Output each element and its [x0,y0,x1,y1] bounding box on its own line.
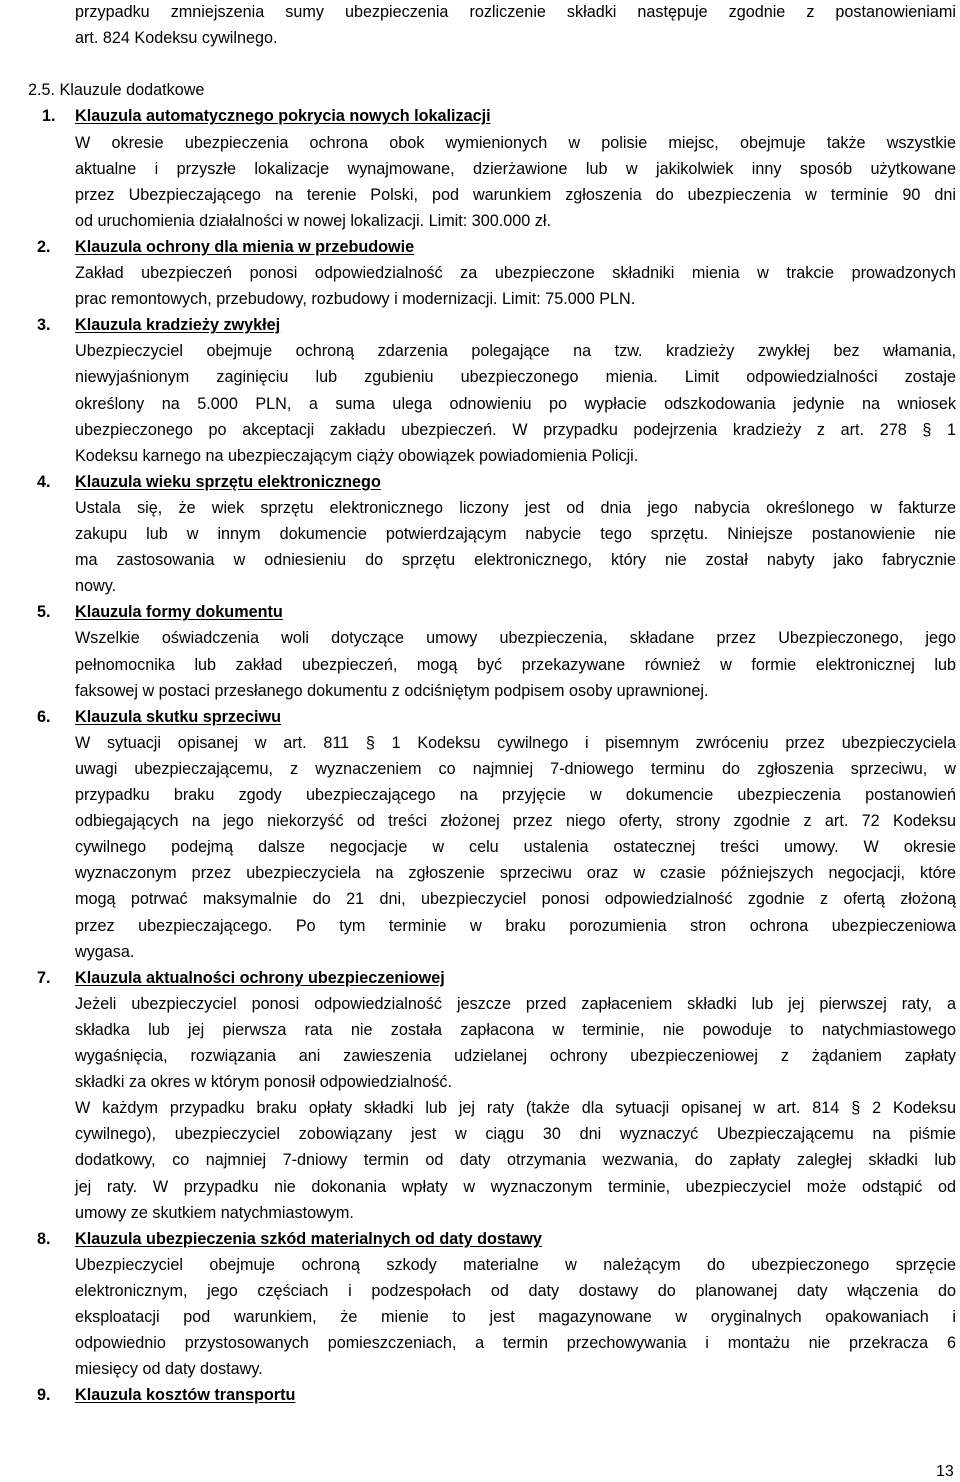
clause-number: 6. [37,707,51,726]
page-number: 13 [936,1463,954,1480]
clause-text-line: składki za okres w którym ponosił odpowiedzialność. [75,1073,452,1092]
clause-title: Klauzula skutku sprzeciwu [75,707,281,726]
clause-text-line: ma zastosowania w odniesieniu do sprzętu elektronicznego, który nie został nabyty jako fabrycznie [75,551,956,570]
clause-text-line: Ubezpieczyciel obejmuje ochroną szkody materialne w należącym do ubezpieczonego sprzęcie [75,1255,956,1274]
clause-title: Klauzula kradzieży zwykłej [75,316,281,335]
clause-text-line: Ubezpieczyciel obejmuje ochroną zdarzenia polegające na tzw. kradzieży zwykłej bez włamania, [75,342,956,361]
clause-text-line: W okresie ubezpieczenia ochrona obok wymienionych w polisie miejsc, obejmuje także wszystkie [75,133,956,152]
clause-text-line: niewyjaśnionym zaginięciu lub zgubieniu ubezpieczonego mienia. Limit odpowiedzialności zostaje [75,368,956,387]
clause-text-line: mogą potrwać maksymalnie do 21 dni, ubezpieczyciel ponosi odpowiedzialność zgodnie z ofertą złożoną [75,890,956,909]
clause-number: 7. [37,968,51,987]
clause-text-line: wygaśnięcia, rozwiązania ani zawieszenia udzielanej ochrony ubezpieczeniowej z żądaniem zapłaty [75,1047,956,1065]
clause-text-line: wygasa. [75,942,135,961]
clause-text-line: dodatkowy, co najmniej 7-dniowy termin od daty otrzymania wezwania, do zapłaty zaległej składki lub [75,1151,956,1170]
clause-text-line: odbiegających na jego niekorzyść od treści złożonej przez niego oferty, strony zgodnie z art. 72 Kodeksu [75,812,956,831]
clause-number: 2. [37,237,51,256]
clause-number: 5. [37,603,51,622]
clause-text-line: ubezpieczonego po akceptacji zakładu ubezpieczeń. W przypadku podejrzenia kradzieży z art. 278 § 1 [75,420,956,439]
clause-text-line: od uruchomienia działalności w nowej lokalizacji. Limit: 300.000 zł. [75,211,551,230]
clause-text-line: Kodeksu karnego na ubezpieczającym ciąży obowiązek powiadomienia Policji. [75,446,639,465]
clause-text-line: Wszelkie oświadczenia woli dotyczące umowy ubezpieczenia, składane przez Ubezpieczonego, jego [75,629,956,648]
clause-text-line: W każdym przypadku braku opłaty składki lub jej raty (także dla sytuacji opisanej w art. 814 § 2 Kodeksu [75,1099,956,1118]
clause-text-line: wyznaczonym przez ubezpieczyciela na zgłoszenie sprzeciwu oraz w czasie późniejszych negocjacji, które [75,864,956,883]
clause-text-line: przez ubezpieczającego. Po tym terminie w braku porozumienia stron ochrona ubezpieczeniowa [75,916,956,935]
clause-text-line: faksowej w postaci przesłanego dokumentu z odciśniętym podpisem osoby uprawnionej. [75,681,709,700]
clause-title: Klauzula ubezpieczenia szkód materialnych od daty dostawy [75,1229,542,1248]
clause-text-line: miesięcy od daty dostawy. [75,1360,263,1379]
clause-text-line: składka lub jej pierwsza rata nie została zapłacona w terminie, nie powoduje to natychmiastowego [75,1020,956,1039]
intro-line: przypadku zmniejszenia sumy ubezpieczenia rozliczenie składki następuje zgodnie z postanowieniami [75,3,956,21]
clause-text-line: przez Ubezpieczającego na terenie Polski, pod warunkiem zgłoszenia do ubezpieczenia w terminie 90 dni [75,185,956,204]
clause-text-line: nowy. [75,577,117,596]
clause-text-line: aktualne i przyszłe lokalizacje wynajmowane, dzierżawione lub w jakikolwiek inny sposób użytkowane [75,159,956,178]
clause-text-line: jej raty. W przypadku nie dokonania wpłaty w wyznaczonym terminie, ubezpieczyciel może odstąpić od [75,1177,956,1196]
clause-title: Klauzula wieku sprzętu elektronicznego [75,472,381,491]
clause-text-line: W sytuacji opisanej w art. 811 § 1 Kodeksu cywilnego i pisemnym zwróceniu przez ubezpieczyciela [75,733,956,752]
clause-text-line: Jeżeli ubezpieczyciel ponosi odpowiedzialność jeszcze przed zapłaceniem składki lub jej pierwszej raty, a [75,994,956,1013]
clause-title: Klauzula automatycznego pokrycia nowych lokalizacji [75,107,491,126]
clause-text-line: eksploatacji pod warunkiem, że mienie to jest magazynowane w oryginalnych opakowaniach i [75,1308,956,1326]
clause-text-line: zakupu lub w innym dokumencie potwierdzającym nabycie tego sprzętu. Niniejsze postanowienie nie [75,525,956,543]
clause-number: 9. [37,1386,51,1405]
clause-text-line: prac remontowych, przebudowy, rozbudowy i modernizacji. Limit: 75.000 PLN. [75,290,636,309]
section-heading: 2.5. Klauzule dodatkowe [28,81,205,100]
clause-title: Klauzula aktualności ochrony ubezpieczeniowej [75,968,445,987]
clause-text-line: uwagi ubezpieczającemu, z wyznaczeniem co najmniej 7-dniowego terminu do zgłoszenia sprzeciwu, w [75,759,956,778]
clause-title: Klauzula ochrony dla mienia w przebudowie [75,237,415,256]
clause-number: 4. [37,472,51,491]
clause-text-line: Ustala się, że wiek sprzętu elektronicznego liczony jest od dnia jego nabycia określonego w fakturze [75,498,956,517]
clause-text-line: cywilnego), ubezpieczyciel zobowiązany jest w ciągu 30 dni wyznaczyć Ubezpieczającemu na piśmie [75,1125,956,1144]
clause-text-line: umowy ze skutkiem natychmiastowym. [75,1203,354,1222]
clause-number: 3. [37,316,51,335]
clause-text-line: cywilnego podejmą dalsze negocjacje w celu ustalenia ostatecznej treści umowy. W okresie [75,838,956,857]
clause-text-line: odpowiednio przystosowanych pomieszczeniach, a termin przechowywania i montażu nie przekracza 6 [75,1334,956,1353]
clause-number: 1. [42,107,56,126]
clause-text-line: przypadku braku zgody ubezpieczającego na przyjęcie w dokumencie ubezpieczenia postanowień [75,786,956,804]
clause-title: Klauzula kosztów transportu [75,1386,296,1405]
clause-text-line: pełnomocnika lub zakład ubezpieczeń, mogą być przekazywane również w formie elektronicznej lub [75,655,956,674]
intro-line: art. 824 Kodeksu cywilnego. [75,29,278,48]
clause-title: Klauzula formy dokumentu [75,603,283,622]
clause-number: 8. [37,1229,51,1248]
clause-text-line: Zakład ubezpieczeń ponosi odpowiedzialność za ubezpieczone składniki mienia w trakcie prowadzonych [75,264,956,282]
clause-text-line: określony na 5.000 PLN, a suma ulega odnowieniu po wypłacie odszkodowania jedynie na wniosek [75,394,956,413]
clause-text-line: elektronicznym, jego częściach i podzespołach od daty dostawy do planowanej daty włączenia do [75,1281,956,1300]
